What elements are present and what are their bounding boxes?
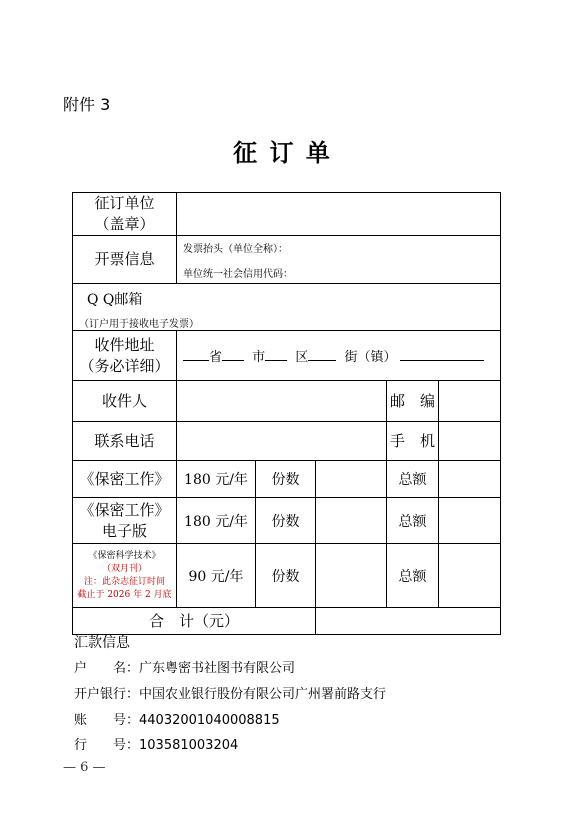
payment-account-name: 户 名：广东粤密书社图书有限公司 bbox=[74, 661, 296, 676]
recipient-label: 收件人 bbox=[73, 381, 177, 422]
copies-label: 份数 bbox=[256, 461, 316, 498]
payment-account-number: 账 号：44032001040008815 bbox=[74, 713, 280, 728]
invoice-field[interactable] bbox=[177, 236, 501, 284]
credit-code-prompt: 单位统一社会信用代码： bbox=[183, 268, 293, 280]
qq-field[interactable] bbox=[73, 284, 501, 331]
product-row bbox=[73, 544, 501, 608]
phone-row bbox=[73, 422, 501, 461]
invoice-label: 开票信息 bbox=[73, 236, 177, 284]
invoice-row bbox=[73, 236, 501, 284]
product-price: 90 元/年 bbox=[177, 544, 256, 608]
qq-row bbox=[73, 284, 501, 331]
amount-field[interactable] bbox=[439, 461, 501, 498]
mobile-field[interactable] bbox=[439, 422, 501, 461]
unit-row bbox=[73, 193, 501, 236]
mobile-label: 手 机 bbox=[387, 422, 439, 461]
copies-field[interactable] bbox=[316, 498, 387, 544]
page-number: — 6 — bbox=[63, 760, 106, 775]
payment-bank: 开户银行：中国农业银行股份有限公司广州署前路支行 bbox=[74, 687, 387, 702]
copies-label: 份数 bbox=[256, 498, 316, 544]
unit-label: 征订单位 （盖章） bbox=[73, 193, 177, 236]
product-price: 180 元/年 bbox=[177, 461, 256, 498]
product-name: 《保密科学技术》 （双月刊） 注：此杂志征订时间 截止于 2026 年 2 月底 bbox=[73, 544, 177, 608]
amount-label: 总额 bbox=[387, 544, 439, 608]
amount-label: 总额 bbox=[387, 461, 439, 498]
total-label: 合 计（元） bbox=[73, 608, 316, 635]
invoice-title-prompt: 发票抬头（单位全称）： bbox=[183, 243, 288, 255]
copies-field[interactable] bbox=[316, 544, 387, 608]
phone-field[interactable] bbox=[177, 422, 387, 461]
phone-label: 联系电话 bbox=[73, 422, 177, 461]
payment-bank-number: 行 号：103581003204 bbox=[74, 738, 239, 753]
amount-label: 总额 bbox=[387, 498, 439, 544]
product-name: 《保密工作》 电子版 bbox=[73, 498, 177, 544]
postcode-field[interactable] bbox=[439, 381, 501, 422]
qq-label: Q Q邮箱 bbox=[87, 292, 143, 308]
product-row bbox=[73, 498, 501, 544]
attachment-label: 附件 3 bbox=[63, 95, 111, 114]
address-row bbox=[73, 331, 501, 381]
product-price: 180 元/年 bbox=[177, 498, 256, 544]
recipient-row bbox=[73, 381, 501, 422]
total-row bbox=[73, 608, 501, 635]
postcode-label: 邮 编 bbox=[387, 381, 439, 422]
recipient-field[interactable] bbox=[177, 381, 387, 422]
address-field[interactable]: 省 市 区 街（镇） bbox=[177, 331, 501, 381]
subscription-form-table bbox=[72, 192, 501, 635]
address-label: 收件地址 （务必详细） bbox=[73, 331, 177, 381]
copies-label: 份数 bbox=[256, 544, 316, 608]
copies-field[interactable] bbox=[316, 461, 387, 498]
product-name: 《保密工作》 bbox=[73, 461, 177, 498]
qq-note: （订户用于接收电子发票） bbox=[79, 319, 199, 330]
amount-field[interactable] bbox=[439, 498, 501, 544]
amount-field[interactable] bbox=[439, 544, 501, 608]
product-row bbox=[73, 461, 501, 498]
form-title: 征 订 单 bbox=[233, 139, 332, 167]
payment-title: 汇款信息 bbox=[74, 635, 130, 651]
unit-field[interactable] bbox=[177, 193, 501, 236]
total-field[interactable] bbox=[316, 608, 501, 635]
